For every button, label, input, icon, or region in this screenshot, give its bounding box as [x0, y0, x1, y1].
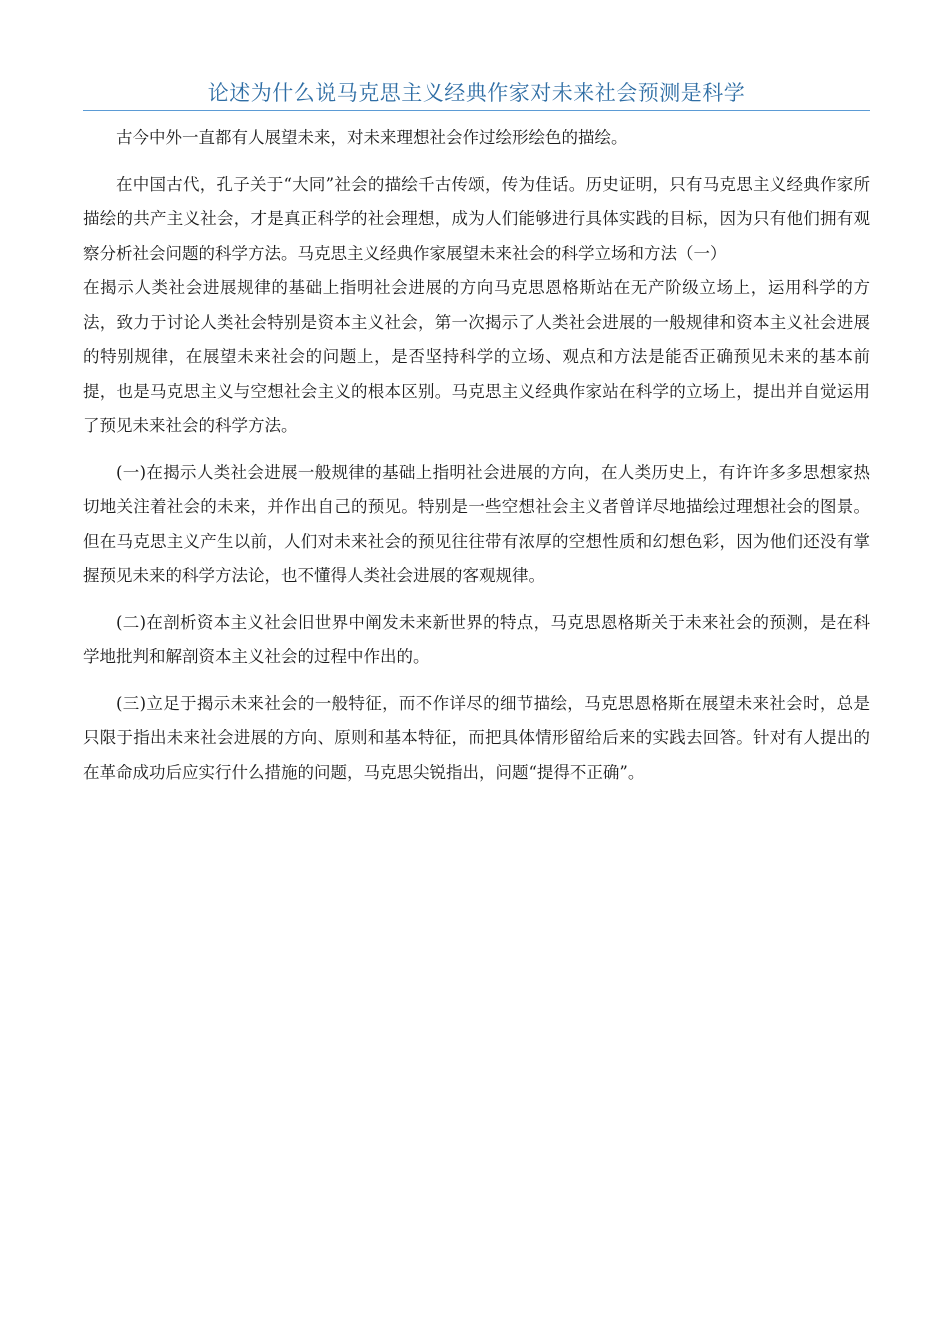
paragraph-history: 在中国古代，孔子关于“大同”社会的描绘千古传颂，传为佳话。历史证明，只有马克思主义经典作家所描绘的共产主义社会，才是真正科学的社会理想，成为人们能够进行具体实践的目标，因为只有他们拥有观察分析社会问题的科学方法。马克思主义经典作家展望未来社会的科学立场和方法（一）: [83, 174, 870, 263]
paragraph-point-three: (三)立足于揭示未来社会的一般特征，而不作详尽的细节描绘，马克思恩格斯在展望未来社会时，总是只限于指出未来社会进展的方向、原则和基本特征，而把具体情形留给后来的实践去回答。针对有人提出的在革命成功后应实行什么措施的问题，马克思尖锐指出，问题“提得不正确”。: [83, 693, 870, 782]
paragraph-point-two: (二)在剖析资本主义社会旧世界中阐发未来新世界的特点，马克思恩格斯关于未来社会的预测，是在科学地批判和解剖资本主义社会的过程中作出的。: [83, 612, 870, 666]
paragraph-method: 在揭示人类社会进展规律的基础上指明社会进展的方向马克思恩格斯站在无产阶级立场上，运用科学的方法，致力于讨论人类社会特别是资本主义社会，第一次揭示了人类社会进展的一般规律和资本主义社会进展的特别规律，在展望未来社会的问题上，是否坚持科学的立场、观点和方法是能否正确预见未来的基本前提，也是马克思主义与空想社会主义的根本区别。马克思主义经典作家站在科学的立场上，提出并自觉运用了预见未来社会的科学方法。: [83, 278, 870, 435]
paragraph-intro: 古今中外一直都有人展望未来，对未来理想社会作过绘形绘色的描绘。: [116, 128, 628, 147]
document-title: 论述为什么说马克思主义经典作家对未来社会预测是科学: [83, 78, 870, 111]
paragraph-point-one: (一)在揭示人类社会进展一般规律的基础上指明社会进展的方向，在人类历史上，有许许多多思想家热切地关注着社会的未来，并作出自己的预见。特别是一些空想社会主义者曾详尽地描绘过理想社会的图景。但在马克思主义产生以前，人们对未来社会的预见往往带有浓厚的空想性质和幻想色彩，因为他们还没有掌握预见未来的科学方法论，也不懂得人类社会进展的客观规律。: [83, 462, 870, 585]
document-page: [83, 78, 870, 790]
